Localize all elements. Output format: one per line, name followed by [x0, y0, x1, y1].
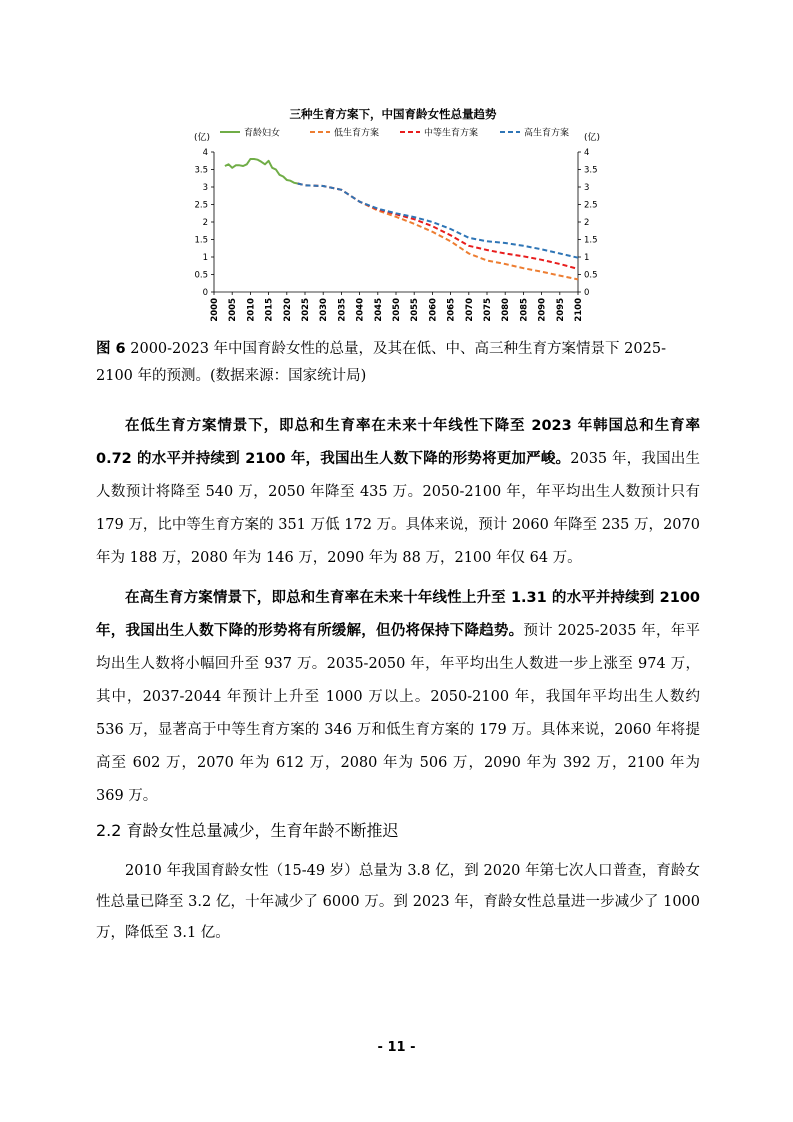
- y-tick-label: 3: [584, 183, 590, 193]
- x-tick-label: 2085: [519, 298, 530, 322]
- legend-label: 育龄妇女: [244, 128, 281, 139]
- x-tick-label: 2075: [483, 298, 493, 322]
- chart-legend: [220, 127, 569, 139]
- series-line: [298, 184, 578, 258]
- paragraph-high-fertility: [96, 582, 700, 813]
- population-chart: [180, 96, 606, 328]
- y-tick-label: 1: [584, 253, 590, 263]
- x-tick-label: 2100: [574, 298, 584, 322]
- x-tick-label: 2050: [392, 298, 402, 322]
- section-heading: 2.2 育龄女性总量减少，生育年龄不断推迟: [96, 821, 399, 840]
- page-number: - 11 -: [377, 1040, 416, 1055]
- y-tick-label: 3: [202, 183, 208, 193]
- paragraph-section: [96, 856, 700, 949]
- y-tick-label: 0: [202, 288, 208, 298]
- y-unit-left: (亿): [194, 133, 211, 143]
- y-tick-label: 2: [584, 218, 590, 228]
- y-tick-label: 2.5: [584, 200, 598, 211]
- series-line: [298, 184, 578, 269]
- x-tick-label: 2055: [410, 298, 421, 322]
- y-tick-label: 3.5: [584, 165, 598, 176]
- y-tick-label: 3.5: [194, 165, 208, 176]
- y-tick-label: 0.5: [194, 270, 208, 281]
- paragraph-body: 预计 2025-2035 年，年平均出生人数将小幅回升至 937 万。2035-2050 年，年平均出生人数进一步上涨至 974 万，其中，2037-2044 年预计上升至 1000 万以上。2050-2100 年，我国年平均出生人数约 536 万，显著高于中等生育方案的 346 万和低生育方案的 179 万。具体来说，2060 年将提高至 602 万，2070 年为 612 万，2080 年为 506 万，2090 年为 392 万，2100 年为 369 万。: [96, 623, 701, 804]
- chart-series: [225, 159, 578, 279]
- chart-title: 三种生育方案下，中国育龄女性总量趋势: [289, 107, 497, 121]
- section-paragraph-text: 2010 年我国育龄女性（15-49 岁）总量为 3.8 亿，到 2020 年第七次人口普查，育龄女性总量已降至 3.2 亿，十年减少了 6000 万。到 2023 年，育龄女性总量进一步减少了 1000 万，降低至 3.1 亿。: [96, 863, 700, 941]
- y-tick-label: 1.5: [584, 235, 598, 246]
- figure-label: 图 6: [96, 341, 126, 357]
- x-tick-label: 2070: [464, 298, 475, 322]
- y-tick-label: 0.5: [584, 270, 598, 281]
- x-tick-label: 2020: [282, 298, 293, 322]
- x-tick-label: 2040: [355, 298, 366, 322]
- paragraph-body: 2035 年，我国出生人数预计将降至 540 万，2050 年降至 435 万。2050-2100 年，年平均出生人数预计只有 179 万，比中等生育方案的 351 万低 172 万。具体来说，预计 2060 年降至 235 万，2070 年为 188 万，2080 年为 146 万，2090 年为 88 万，2100 年仅 64 万。: [96, 451, 700, 566]
- figure-caption-text: 2000-2023 年中国育龄女性的总量，及其在低、中、高三种生育方案情景下 2025-2100 年的预测。(数据来源：国家统计局): [96, 341, 666, 384]
- y-tick-label: 4: [584, 148, 590, 158]
- y-tick-label: 4: [202, 148, 208, 158]
- y-tick-label: 2.5: [194, 200, 208, 211]
- x-tick-label: 2065: [446, 298, 457, 322]
- chart-axes: [194, 148, 597, 322]
- x-tick-label: 2045: [373, 298, 384, 322]
- series-line: [298, 184, 578, 280]
- x-tick-label: 2090: [537, 298, 548, 322]
- y-tick-label: 0: [584, 288, 590, 298]
- legend-label: 高生育方案: [524, 128, 570, 139]
- x-tick-label: 2035: [337, 298, 348, 322]
- y-tick-label: 1.5: [194, 235, 208, 246]
- x-tick-label: 2005: [228, 298, 239, 322]
- x-tick-label: 2000: [210, 298, 220, 322]
- x-tick-label: 2010: [246, 298, 257, 322]
- x-tick-label: 2025: [301, 298, 311, 322]
- legend-label: 中等生育方案: [424, 128, 479, 139]
- x-tick-label: 2095: [555, 298, 566, 322]
- chart-svg: [180, 96, 606, 328]
- paragraph-lead: 在高生育方案情景下，即总和生育率在未来十年线性上升至 1.31 的水平并持续到 2100 年，我国出生人数下降的形势将有所缓解，但仍将保持下降趋势。: [96, 590, 700, 639]
- legend-label: 低生育方案: [334, 128, 380, 139]
- y-unit-right: (亿): [584, 133, 601, 143]
- x-tick-label: 2030: [319, 298, 330, 322]
- figure-caption: [96, 336, 700, 390]
- x-tick-label: 2080: [501, 298, 512, 322]
- series-line: [225, 159, 298, 184]
- paragraph-lead: 在低生育方案情景下，即总和生育率在未来十年线性下降至 2023 年韩国总和生育率 0.72 的水平并持续到 2100 年，我国出生人数下降的形势将更加严峻。: [96, 418, 700, 467]
- x-tick-label: 2060: [428, 298, 439, 322]
- y-tick-label: 1: [202, 253, 208, 263]
- paragraph-low-fertility: [96, 410, 700, 575]
- y-tick-label: 2: [202, 218, 208, 228]
- x-tick-label: 2015: [264, 298, 275, 322]
